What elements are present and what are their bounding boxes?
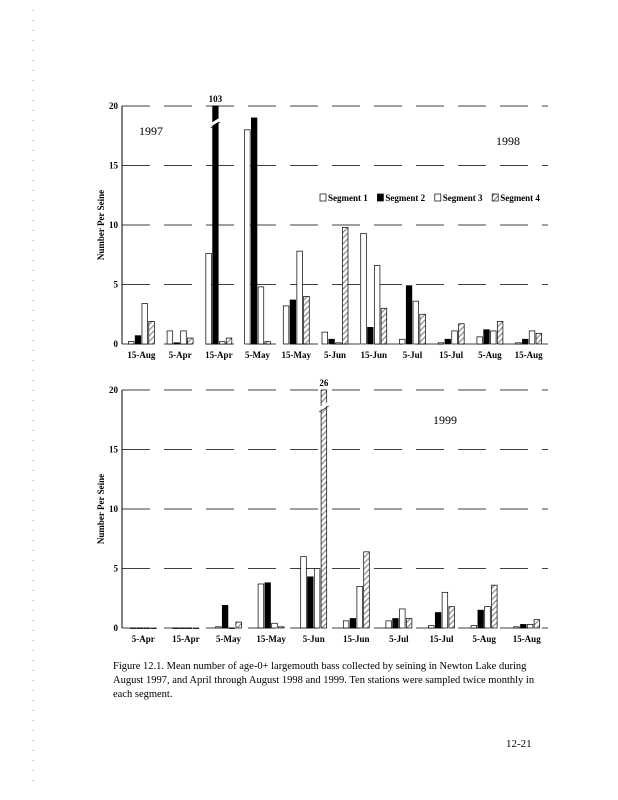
bar: [478, 610, 484, 628]
bar: [442, 592, 448, 628]
bar: [181, 331, 187, 344]
bar: [329, 339, 335, 344]
y-tick-label: 0: [113, 623, 118, 633]
bar: [187, 628, 193, 629]
bar: [521, 624, 527, 628]
y-tick-label: 5: [113, 279, 118, 290]
year-label: 1997: [139, 124, 163, 138]
bar: [438, 343, 444, 344]
bar-value-label: 103: [208, 94, 223, 104]
bar-value-label: 26: [319, 378, 329, 388]
bar: [272, 623, 278, 628]
x-tick-label: 5-Apr: [131, 634, 155, 644]
bar: [279, 627, 285, 628]
x-tick-label: 15-Jul: [439, 350, 464, 360]
x-tick-label: 15-Aug: [514, 350, 543, 360]
bar: [130, 628, 136, 629]
bar: [368, 327, 374, 344]
x-tick-label: 5-Jul: [389, 634, 409, 644]
y-tick-label: 20: [109, 101, 118, 111]
bar: [381, 308, 387, 344]
bar: [534, 620, 540, 628]
x-tick-label: 5-Jul: [402, 350, 423, 360]
bar: [361, 233, 367, 344]
bar: [420, 314, 426, 344]
bar: [193, 628, 199, 629]
year-label: 1999: [433, 413, 457, 427]
bar: [413, 301, 419, 344]
legend-label: Segment 3: [442, 193, 483, 203]
bar: [135, 336, 141, 344]
bar: [301, 557, 307, 628]
bar: [529, 331, 535, 344]
bar: [429, 626, 435, 628]
y-axis-title: Number Per Seine: [96, 473, 106, 545]
bar: [399, 339, 405, 344]
bar: [322, 332, 328, 344]
x-tick-label: 5-Apr: [168, 350, 192, 360]
bar: [492, 585, 498, 628]
bar: [236, 622, 242, 628]
legend-swatch: [435, 194, 441, 201]
bar: [484, 330, 490, 344]
bar: [173, 628, 179, 629]
bar: [151, 628, 157, 629]
bar: [342, 227, 348, 344]
page-number: 12-21: [506, 738, 532, 750]
year-label: 1998: [496, 134, 520, 148]
bar: [222, 605, 228, 628]
y-axis-title: Number Per Seine: [96, 189, 106, 261]
bar: [514, 627, 520, 628]
legend-swatch: [320, 194, 326, 201]
x-tick-label: 15-May: [281, 350, 312, 360]
x-tick-label: 5-May: [216, 634, 241, 644]
bar: [149, 321, 155, 344]
bar: [336, 343, 342, 344]
y-tick-label: 15: [109, 160, 118, 171]
y-tick-label: 0: [113, 339, 118, 349]
y-tick-label: 10: [109, 220, 118, 230]
bar: [435, 613, 441, 628]
bar: [477, 337, 483, 344]
bar: [321, 390, 327, 628]
bar: [314, 569, 320, 629]
legend-label: Segment 1: [328, 193, 368, 203]
bar: [485, 607, 491, 628]
bar: [245, 130, 251, 344]
bar: [128, 342, 134, 344]
x-tick-label: 15-Jun: [360, 350, 387, 360]
x-tick-label: 15-Jun: [343, 634, 370, 644]
bar: [251, 118, 257, 344]
bar: [180, 628, 186, 629]
bar: [406, 286, 412, 344]
bar: [522, 339, 528, 344]
bar: [265, 583, 271, 628]
bar: [174, 343, 180, 344]
chart-1999: [0, 372, 618, 657]
bar: [393, 618, 399, 628]
bar: [229, 628, 235, 629]
bar: [497, 321, 503, 344]
bar: [536, 333, 542, 344]
bar: [290, 300, 296, 344]
bar: [167, 331, 173, 344]
bar: [265, 342, 271, 344]
bar: [491, 331, 497, 344]
bar: [219, 342, 225, 344]
bar: [406, 618, 412, 628]
bar: [386, 621, 392, 628]
bar: [445, 339, 451, 344]
bar: [142, 304, 148, 344]
bar: [459, 324, 465, 344]
x-tick-label: 5-Aug: [472, 634, 496, 644]
x-tick-label: 5-Jun: [323, 350, 347, 360]
bar: [283, 306, 289, 344]
bar: [144, 628, 150, 629]
y-tick-label: 15: [109, 444, 118, 455]
bar: [216, 627, 222, 628]
bar: [471, 626, 477, 628]
bar: [258, 287, 264, 344]
bar: [343, 621, 349, 628]
x-tick-label: 5-May: [245, 350, 271, 360]
bar: [137, 628, 143, 629]
legend-swatch: [492, 194, 498, 201]
bar: [527, 624, 533, 628]
bar: [452, 331, 458, 344]
bar: [297, 251, 303, 344]
bar: [213, 106, 219, 344]
figure-caption: Figure 12.1. Mean number of age-0+ largemouth bass collected by seining in Newton Lake during August 1997, and April through August 1998 and 1999. Ten stations were sampled twice monthly in each segment.: [113, 661, 535, 700]
bar: [308, 577, 314, 628]
bar: [187, 338, 193, 344]
x-tick-label: 15-May: [256, 634, 286, 644]
y-tick-label: 5: [113, 563, 118, 574]
x-tick-label: 15-Aug: [512, 634, 541, 644]
chart-1997-1998: [0, 88, 618, 373]
x-tick-label: 15-Jul: [429, 634, 454, 644]
bar: [206, 254, 212, 344]
x-tick-label: 15-Aug: [127, 350, 156, 360]
bar: [400, 609, 406, 628]
bar: [226, 338, 232, 344]
x-tick-label: 15-Apr: [172, 634, 200, 644]
y-tick-label: 20: [109, 385, 118, 395]
legend-label: Segment 2: [385, 193, 426, 203]
bar: [374, 265, 380, 344]
bar: [304, 296, 310, 344]
bar: [357, 586, 363, 628]
bar: [258, 584, 264, 628]
bar: [364, 552, 370, 628]
bar: [449, 607, 455, 628]
x-tick-label: 5-Jun: [302, 634, 325, 644]
x-tick-label: 5-Aug: [478, 350, 502, 360]
bar: [350, 618, 356, 628]
x-tick-label: 15-Apr: [205, 350, 233, 360]
legend-swatch: [377, 194, 383, 201]
legend-label: Segment 4: [500, 193, 540, 203]
bar: [516, 343, 522, 344]
y-tick-label: 10: [109, 504, 118, 514]
